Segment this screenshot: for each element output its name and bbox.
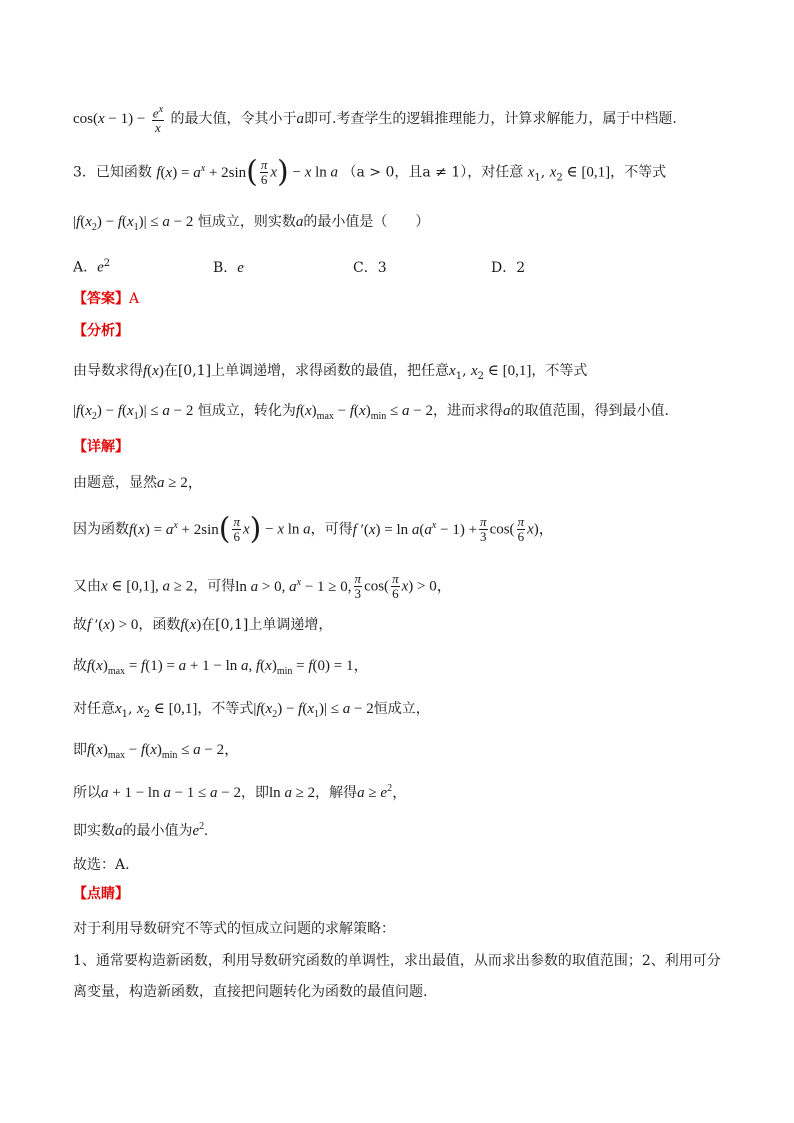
options-line <box>73 254 724 278</box>
intro-line: cos(x − 1) − $\frac{e^x}{x}$ 的最大值，令其小于a即可.考查学生的逻辑推理能力，计算求解能力，属于中档题. <box>73 104 677 136</box>
question-number: 3．已知函数 <box>73 164 152 181</box>
tip-line-1 <box>73 919 724 939</box>
detail-text: 的最小值为 <box>122 823 193 839</box>
detail-text: 即 <box>73 742 87 758</box>
analysis-line-2: $|f(x_2) - f(x_1)| \le a - 2$ 恒成立，转化为$f(x)_{max} - f(x)_{min} \le a - 2$，进而求得a的取值范围，得到最小值. <box>73 403 669 422</box>
detail-text: ，函数 <box>138 617 181 633</box>
detail-line-7: 即$f(x)_{max} - f(x)_{min} \le a - 2$， <box>73 742 240 761</box>
question-line-1: 3．已知函数 $f(x) = a^x + 2\sin$( $\frac{\pi}{6}$ x) − x ln a （a > 0，且a ≠ 1），对任意 $x_1$, $x_2$ ∈ [0,1]，不等式 <box>73 154 667 190</box>
detail-text: 对任意 <box>73 701 115 717</box>
tip-line-2 <box>73 951 724 971</box>
detail-line-9: 即实数a的最小值为$e^2$. <box>73 821 208 839</box>
answer-value: A <box>129 291 140 307</box>
option-b[interactable]: B．e <box>213 259 244 276</box>
analysis-text: 的取值范围，得到最小值. <box>510 403 669 419</box>
analysis-text: 由导数求得 <box>73 363 143 379</box>
tip-text: 1、通常要构造新函数，利用导数研究函数的单调性，求出最值，从而求出参数的取值范围；2、利用可分 <box>73 953 721 969</box>
math-expr: cos(x − 1) − <box>73 111 146 128</box>
detail-text: 因为函数 <box>73 521 129 538</box>
detail-text: 故选：A. <box>73 857 130 873</box>
math-fraction: $\frac{e^x}{x}$ <box>152 104 164 136</box>
option-d[interactable]: D．2 <box>491 259 526 276</box>
tip-text: 离变量，构造新函数，直接把问题转化为函数的最值问题. <box>73 984 428 1000</box>
answer-label: 【答案】 <box>73 291 129 307</box>
detail-text: 在[0,1]上单调递增， <box>201 617 333 633</box>
detail-text: 故 <box>73 617 87 633</box>
detail-line-2: 因为函数$f(x) = a^x + 2\sin$( $\frac{\pi}{6}$ x) − x ln a，可得f $'(x) = \ln a(a^x - 1)$ + $\frac{\pi}{3}$ cos( $\frac{\pi}{6}$ x)， <box>73 511 554 547</box>
question-condition: （a > 0，且a ≠ 1），对任意 <box>342 164 524 181</box>
detail-text: ，可得 <box>310 521 353 538</box>
answer-line <box>73 289 724 309</box>
analysis-line-1: 由导数求得f(x)在[0,1]上单调递增，求得函数的最值，把任意$x_1$, $x_2$ ∈ [0,1]，不等式 <box>73 363 588 382</box>
detail-text: 即实数 <box>73 823 115 839</box>
detail-text: 由题意，显然 <box>73 475 157 491</box>
question-text-2: 恒成立，则实数 <box>197 214 296 230</box>
detail-text: ，解得 <box>315 785 358 801</box>
question-condition-2: ，不等式 <box>610 164 667 181</box>
analysis-text: 恒成立，转化为 <box>197 403 296 419</box>
analysis-text: ，不等式 <box>531 363 588 379</box>
detail-text: 所以 <box>73 785 101 801</box>
detail-text: 又由 <box>73 578 101 595</box>
detail-text: ，不等式 <box>197 701 254 717</box>
analysis-label-line <box>73 321 724 341</box>
option-a[interactable]: A．$e^2$ <box>73 258 111 276</box>
detail-line-4: 故f ′(x) > 0，函数f(x)在[0,1]上单调递增， <box>73 617 333 633</box>
detail-text: 故 <box>73 658 87 674</box>
analysis-text: 在[0,1]上单调递增，求得函数的最值，把任意 <box>163 363 450 379</box>
tip-text: 对于利用导数研究不等式的恒成立问题的求解策略： <box>73 921 395 937</box>
intro-text-2: 即可.考查学生的逻辑推理能力，计算求解能力，属于中档题. <box>303 111 677 128</box>
option-c[interactable]: C．3 <box>353 259 387 276</box>
question-line-2: $|f(x_2) - f(x_1)| \le a - 2$ 恒成立，则实数a的最小值是（ ） <box>73 214 430 233</box>
detail-label: 【详解】 <box>73 439 129 455</box>
detail-line-3: 又由x ∈ [0,1], a ≥ 2，可得ln a > 0, $a^x - 1 \ge 0$, $\frac{\pi}{3}$ cos( $\frac{\pi}{6}$ x) > 0， <box>73 571 452 601</box>
detail-line-1: 由题意，显然a ≥ 2， <box>73 475 203 491</box>
detail-line-8: 所以a + 1 − ln a − 1 ≤ a − 2，即ln a ≥ 2，解得$a \ge e^2$， <box>73 783 408 801</box>
detail-text: ，即 <box>241 785 270 801</box>
detail-text: 恒成立， <box>373 701 430 717</box>
detail-label-line <box>73 437 724 457</box>
question-text-3: 的最小值是（ ） <box>303 214 430 230</box>
tip-label: 【点睛】 <box>73 886 129 902</box>
analysis-label: 【分析】 <box>73 323 129 339</box>
tip-line-3 <box>73 982 724 1002</box>
detail-line-6: 对任意$x_1$, $x_2$ ∈ [0,1]，不等式$|f(x_2) - f(x_1)| \le a - 2$恒成立， <box>73 701 430 720</box>
intro-text: 的最大值，令其小于 <box>170 111 297 128</box>
detail-line-10 <box>73 855 724 875</box>
detail-line-5: 故$f(x)_{max} = f(1) = a + 1 - \ln a$, $f(x)_{min} = f(0) = 1$， <box>73 658 369 677</box>
tip-label-line <box>73 884 724 904</box>
detail-text: ，可得 <box>193 578 236 595</box>
math-expr: f <box>156 164 161 181</box>
analysis-text: ，进而求得 <box>432 403 503 419</box>
